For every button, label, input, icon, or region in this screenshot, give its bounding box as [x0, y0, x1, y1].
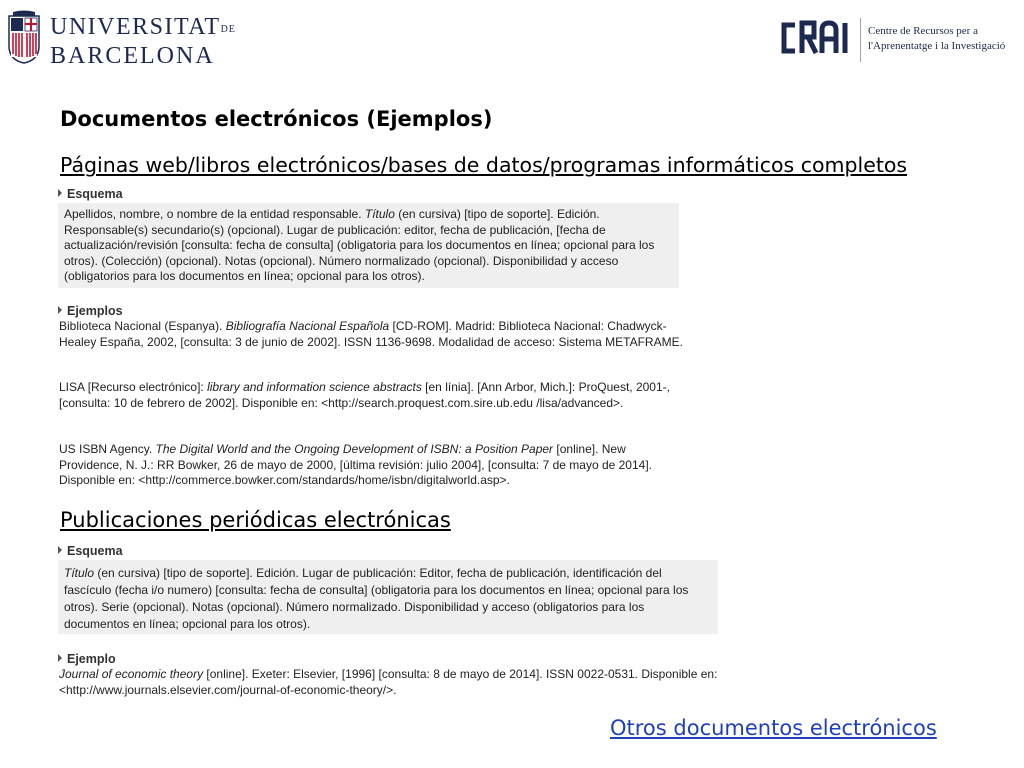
schema-text-rest: (en cursiva) [tipo de soporte]. Edición. Lugar de publicación: Editor, fecha de publicación, identificación del fascículo (fecha i/o numero) [consulta: fecha de consulta] (obligatoria para los documentos en línea; opcional para los otros). Serie (opcional). Notas (opcional). Número normalizado. Disponibilidad y acceso (obligatorios para los documentos en línea; opcional para los otros). [64, 566, 689, 631]
university-name-line2: BARCELONA [50, 43, 215, 69]
schema-text-rest: (en cursiva) [tipo de soporte]. Edición. Responsable(s) secundario(s) (opcional). Lugar de publicación: editor, fecha de publicación, [fecha de actualización/revisión [consulta: fecha de consulta] (obligatoria para los documentos en línea; opcional para los otros). (Colección) (opcional). Notas (opcional). Número normalizado (opcional). Disponibilidad y acceso (obligatorios para los documentos en línea; opcional para los otros). [64, 207, 655, 283]
university-shield-icon [6, 10, 42, 64]
example-text-rest: [en línia]. [Ann Arbor, Mich.]: ProQuest, 2001-, [consulta: 10 de febrero de 2002]. Disponible en: <http://search.proquest.com.sire.ub.edu /lisa/advanced>. [59, 380, 670, 410]
schema-label-text: Esquema [67, 544, 123, 558]
triangle-right-icon [58, 306, 62, 314]
page-title: Documentos electrónicos (Ejemplos) [60, 107, 493, 131]
example-italic-title: library and information science abstracts [207, 380, 422, 394]
example-entry [59, 442, 684, 489]
section-heading-web: Páginas web/libros electrónicos/bases de datos/programas informáticos completos [60, 153, 908, 177]
university-logo [6, 8, 236, 70]
schema-text: Apellidos, nombre, o nombre de la entidad responsable. [64, 207, 365, 221]
crai-name [868, 24, 1005, 54]
crai-name-line2: l'Aprenentatge i la Investigació [868, 40, 1006, 52]
schema-label-web [58, 187, 123, 201]
schema-box-web [58, 203, 679, 288]
example-entry [59, 667, 719, 698]
example-label-periodicals [58, 652, 116, 666]
schema-label-text: Esquema [67, 187, 123, 201]
schema-box-periodicals [58, 560, 718, 634]
section-heading-periodicals: Publicaciones periódicas electrónicas [60, 508, 451, 532]
example-text-rest: [online]. Exeter: Elsevier, [1996] [consulta: 8 de mayo de 2014]. ISSN 0022-0531. Disponible en: <http://www.journals.elsevier.com/journal-of-economic-theory/>. [59, 667, 718, 697]
crai-logo [778, 18, 1024, 64]
crai-mark-icon [778, 20, 852, 56]
university-name-line1: UNIVERSITAT [50, 14, 221, 40]
example-entry [59, 380, 684, 411]
example-entry [59, 319, 684, 350]
examples-label-web [58, 304, 123, 318]
example-text-rest: [online]. New Providence, N. J.: RR Bowker, 26 de mayo de 2000, [última revisión: julio 2004], [consulta: 7 de mayo de 2014]. Disponible en: <http://commerce.bowker.com/standards/home/isbn/digitalworld.asp>. [59, 442, 652, 487]
university-name-de: DE [220, 24, 236, 35]
schema-italic-title: Título [64, 566, 95, 580]
schema-italic-title: Título [364, 207, 395, 221]
triangle-right-icon [58, 654, 62, 662]
example-label-text: Ejemplo [67, 652, 116, 666]
crai-name-line1: Centre de Recursos per a [868, 25, 978, 37]
triangle-right-icon [58, 546, 62, 554]
crai-divider [860, 18, 861, 62]
example-text: US ISBN Agency. [59, 442, 156, 456]
example-italic-title: The Digital World and the Ongoing Development of ISBN: a Position Paper [155, 442, 554, 456]
triangle-right-icon [58, 189, 62, 197]
example-italic-title: Bibliografía Nacional Española [225, 319, 390, 333]
other-documents-link[interactable]: Otros documentos electrónicos [610, 716, 937, 740]
examples-label-text: Ejemplos [67, 304, 123, 318]
example-text-rest: [CD-ROM]. Madrid: Biblioteca Nacional: Chadwyck-Healey España, 2002, [consulta: 3 de junio de 2002]. ISSN 1136-9698. Modalidad de acceso: Sistema METAFRAME. [59, 319, 683, 349]
example-text: LISA [Recurso electrónico]: [59, 380, 208, 394]
schema-label-periodicals [58, 544, 123, 558]
example-italic-title: Journal of economic theory [59, 667, 204, 681]
example-text: Biblioteca Nacional (Espanya). [59, 319, 226, 333]
university-name [50, 14, 236, 69]
